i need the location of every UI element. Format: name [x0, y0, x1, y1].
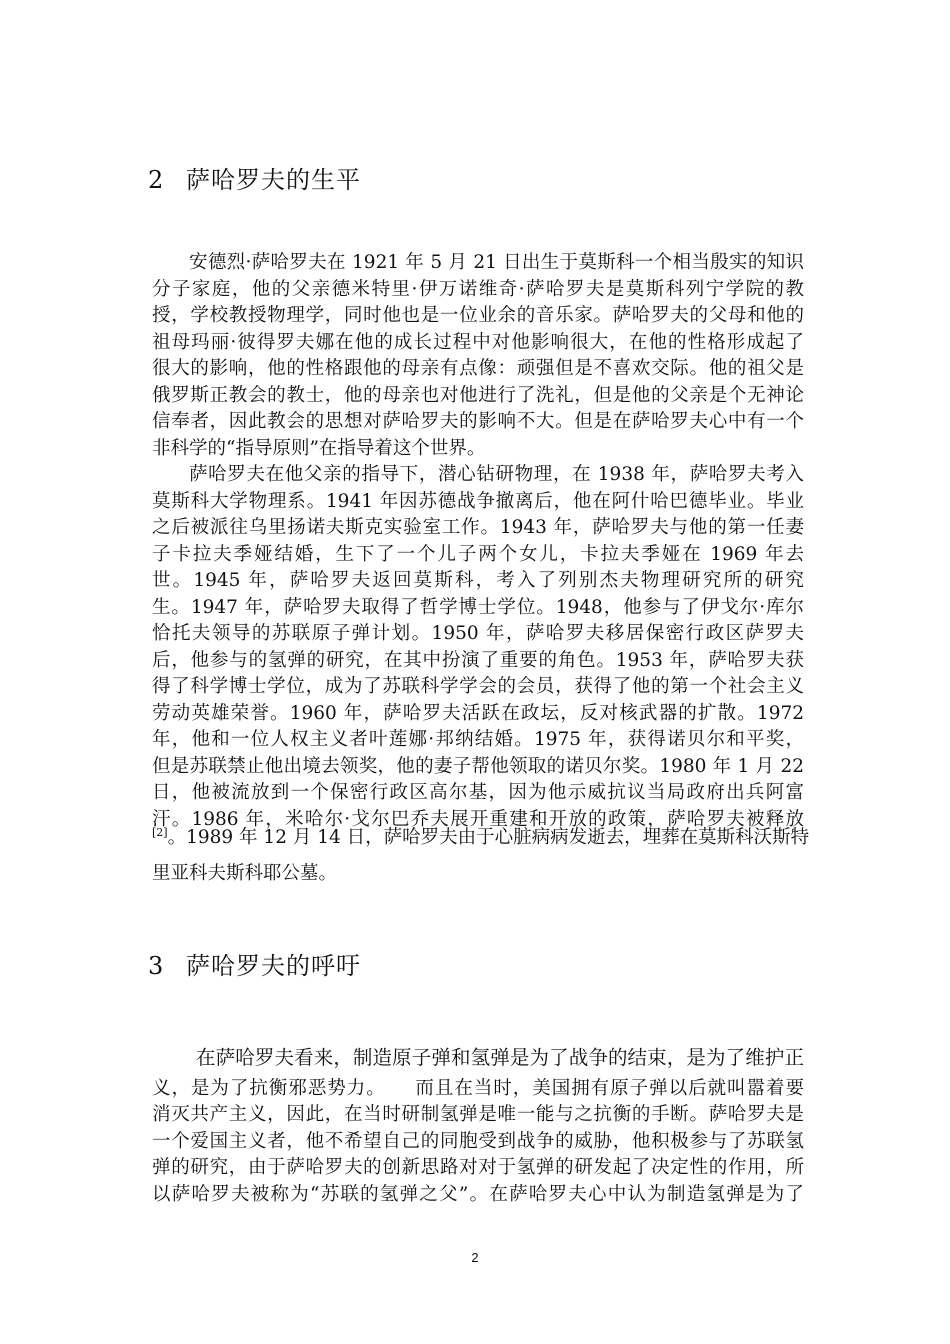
text-line: 恰托夫领导的苏联原子弹计划。1950 年，萨哈罗夫移居保密行政区萨罗夫	[152, 623, 804, 644]
text-line: 里亚科夫斯科耶公墓。	[152, 862, 338, 884]
text-line: 消灭共产主义，因此，在当时研制氢弹是唯一能与之抗衡的手断。萨哈罗夫是	[152, 1104, 804, 1125]
text-line	[152, 825, 810, 852]
text-line: 之后被派往乌里扬诺夫斯克实验室工作。1943 年，萨哈罗夫与他的第一任妻	[152, 517, 804, 538]
section-2-number: 2	[148, 166, 165, 194]
text-line: 分子家庭，他的父亲德米特里·伊万诺维奇·萨哈罗夫是莫斯科列宁学院的教	[152, 278, 804, 300]
text-line: 生。1947 年，萨哈罗夫取得了哲学博士学位。1948，他参与了伊戈尔·库尔	[152, 596, 804, 618]
section-3-number: 3	[148, 952, 165, 980]
text-line: 得了科学博士学位，成为了苏联科学学会的会员，获得了他的第一个社会主义	[152, 676, 804, 697]
text-line: 以萨哈罗夫被称为“苏联的氢弹之父”。在萨哈罗夫心中认为制造氢弹是为了	[152, 1183, 804, 1205]
text-line: 一个爱国主义者，他不希望自己的同胞受到战争的威胁，他积极参与了苏联氢	[152, 1130, 804, 1152]
text-line: 世。1945 年，萨哈罗夫返回莫斯科，考入了列别杰夫物理研究所的研究	[152, 570, 804, 591]
text-line: 但是苏联禁止他出境去领奖，他的妻子帮他领取的诺贝尔奖。1980 年 1 月 22	[152, 755, 804, 777]
section-2-paragraph-2	[152, 462, 804, 833]
text-line: 在萨哈罗夫看来，制造原子弹和氢弹是为了战争的结束，是为了维护正	[196, 1046, 804, 1069]
text-line: 非科学的“指导原则”在指导着这个世界。	[152, 437, 486, 459]
section-2-paragraph-1	[152, 250, 804, 462]
text-line: 安德烈·萨哈罗夫在 1921 年 5 月 21 日出生于莫斯科一个相当殷实的知识	[189, 252, 804, 273]
text-line: 劳动英雄荣誉。1960 年，萨哈罗夫活跃在政坛，反对核武器的扩散。1972	[152, 702, 804, 724]
section-2-heading	[148, 160, 361, 195]
text-line: 汗。1986 年，米哈尔·戈尔巴乔夫展开重建和开放的政策，萨哈罗夫被释放	[152, 808, 804, 830]
text-fragment: 。1989 年 12 月 14 日，萨哈罗夫由于心脏病病发逝去，埋葬在莫斯科沃斯特	[167, 827, 810, 848]
text-line: 年，他和一位人权主义者叶莲娜·邦纳结婚。1975 年，获得诺贝尔和平奖，	[152, 729, 804, 750]
text-line: 后，他参与的氢弹的研究，在其中扮演了重要的角色。1953 年，萨哈罗夫获	[152, 649, 804, 671]
section-2-title: 萨哈罗夫的生平	[186, 166, 361, 194]
citation-ref: [2]	[152, 825, 168, 839]
text-line: 子卡拉夫季娅结婚，生下了一个儿子两个女儿，卡拉夫季娅在 1969 年去	[152, 543, 804, 565]
text-line: 俄罗斯正教会的教士，他的母亲也对他进行了洗礼，但是他的父亲是个无神论	[152, 384, 804, 406]
section-3-paragraph-1	[152, 1045, 804, 1208]
text-line: 授，学校教授物理学，同时他也是一位业余的音乐家。萨哈罗夫的父母和他的	[152, 305, 804, 326]
text-line: 萨哈罗夫在他父亲的指导下，潜心钻研物理，在 1938 年，萨哈罗夫考入	[189, 464, 804, 485]
section-3-heading	[148, 946, 361, 981]
text-line: 义，是为了抗衡邪恶势力。 而且在当时，美国拥有原子弹以后就叫嚣着要	[152, 1077, 804, 1099]
text-line: 弹的研究，由于萨哈罗夫的创新思路对对于氢弹的研发起了决定性的作用，所	[152, 1157, 804, 1178]
text-line: 祖母玛丽·彼得罗夫娜在他的成长过程中对他影响很大，在他的性格形成起了	[152, 331, 804, 353]
section-2-paragraph-2-tail	[152, 825, 810, 887]
text-line: 很大的影响，他的性格跟他的母亲有点像：顽强但是不喜欢交际。他的祖父是	[152, 358, 804, 379]
text-line: 日，他被流放到一个保密行政区高尔基，因为他示威抗议当局政府出兵阿富	[152, 782, 804, 803]
text-line: 信奉者，因此教会的思想对萨哈罗夫的影响不大。但是在萨哈罗夫心中有一个	[152, 411, 804, 432]
text-line: 莫斯科大学物理系。1941 年因苏德战争撤离后，他在阿什哈巴德毕业。毕业	[152, 490, 804, 512]
page-number: 2	[471, 1250, 479, 1265]
section-3-title: 萨哈罗夫的呼吁	[186, 952, 361, 980]
